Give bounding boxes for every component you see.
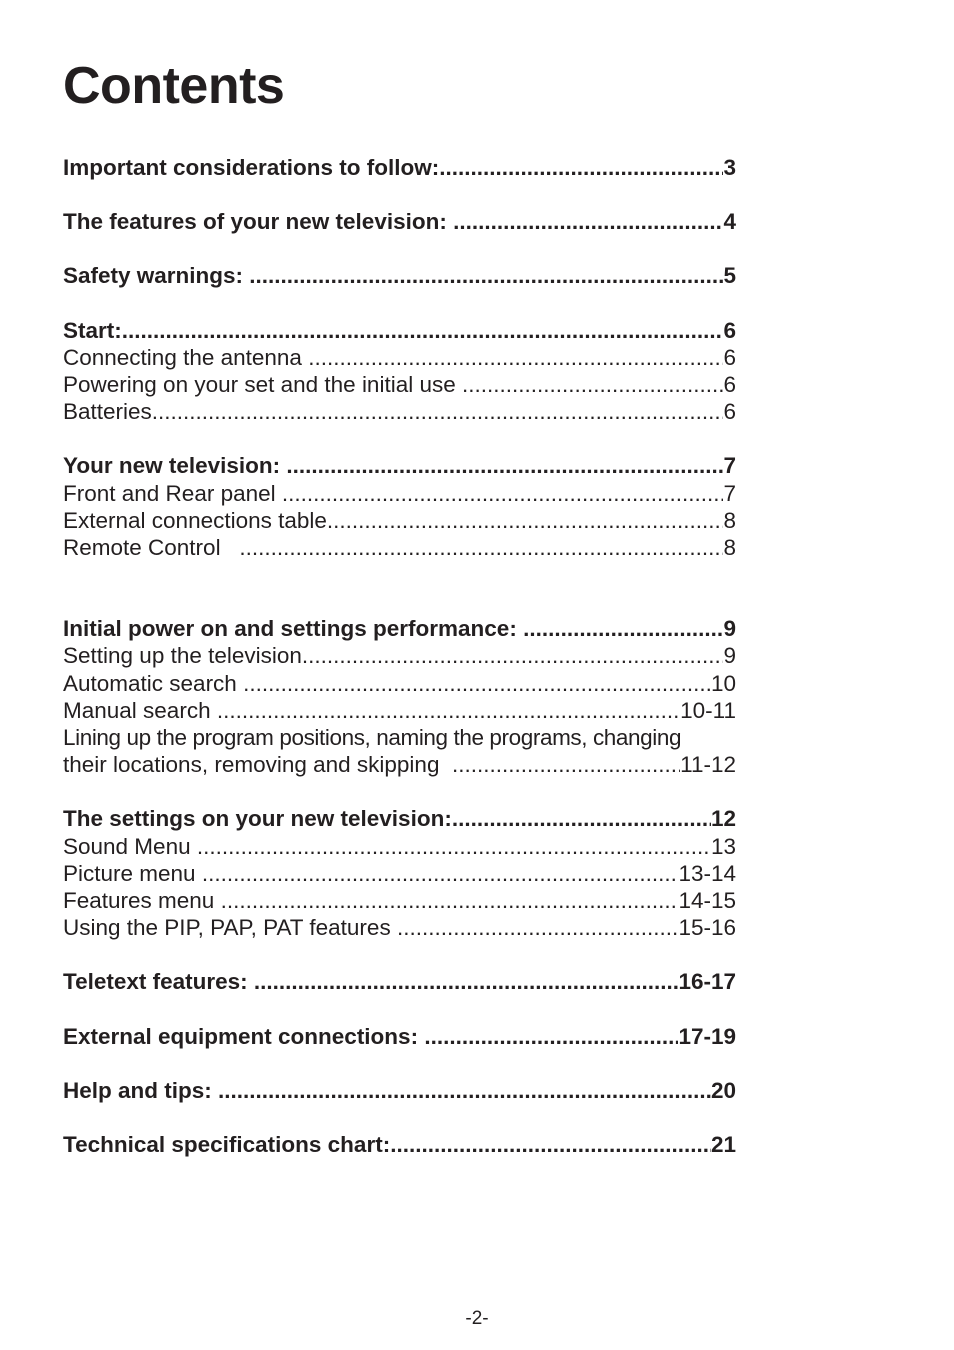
dot-leader [286, 452, 723, 479]
toc-page-number: 10-11 [680, 697, 736, 723]
toc-page-number: 6 [723, 317, 736, 343]
dot-leader [308, 344, 723, 371]
toc-entry[interactable] [63, 670, 736, 697]
toc-entry[interactable] [63, 534, 736, 561]
toc-entry[interactable] [63, 344, 736, 371]
dot-leader [390, 1131, 711, 1158]
toc-page-number: 21 [710, 1132, 736, 1158]
dot-leader [197, 833, 711, 860]
toc-heading-label: Start: [63, 317, 122, 343]
toc-entry[interactable] [63, 480, 736, 507]
dot-leader [439, 154, 723, 181]
toc-section [63, 262, 736, 289]
toc-heading-label: The settings on your new television: [63, 806, 452, 832]
dot-leader [221, 887, 679, 914]
toc-page-number: 8 [723, 535, 736, 561]
toc-page-number: 4 [723, 209, 736, 235]
toc-entry-wrapped-line[interactable]: Lining up the program positions, naming the programs, changing [63, 725, 682, 751]
page-number-footer: -2- [465, 1308, 489, 1329]
dot-leader [254, 968, 679, 995]
dot-leader [152, 398, 724, 425]
dot-leader [397, 914, 679, 941]
toc-page-number: 6 [723, 399, 736, 425]
toc-section [63, 805, 736, 941]
dot-leader [462, 371, 723, 398]
toc-page-number: 7 [723, 480, 736, 506]
dot-leader [243, 670, 711, 697]
toc-entry-label: Using the PIP, PAP, PAT features [63, 915, 397, 941]
toc-page-number: 6 [723, 372, 736, 398]
dot-leader [249, 262, 723, 289]
toc-page-number: 14-15 [678, 888, 736, 914]
toc-section [63, 968, 736, 995]
toc-entry-label: Picture menu [63, 860, 202, 886]
toc-entry[interactable] [63, 697, 736, 724]
toc-section-heading[interactable] [63, 1023, 736, 1050]
toc-heading-label: Technical specifications chart: [63, 1132, 391, 1158]
toc-section [63, 1023, 736, 1050]
toc-section-heading[interactable] [63, 154, 736, 181]
dot-leader [239, 534, 723, 561]
toc-section [63, 317, 736, 426]
dot-leader [282, 480, 724, 507]
toc-heading-label: Help and tips: [63, 1077, 219, 1103]
toc-entry[interactable] [63, 642, 736, 669]
toc-section-heading[interactable] [63, 1077, 736, 1104]
toc-section-heading[interactable] [63, 452, 736, 479]
toc-page-number: 20 [710, 1077, 736, 1103]
toc-page-number: 16-17 [678, 969, 736, 995]
toc-section [63, 208, 736, 235]
toc-page-number: 17-19 [678, 1023, 736, 1049]
dot-leader [217, 697, 680, 724]
toc-section [63, 1077, 736, 1104]
toc-section-heading[interactable] [63, 208, 736, 235]
toc-entry-label: Remote Control [63, 535, 240, 561]
toc-page-number: 8 [723, 507, 736, 533]
toc-entry-label: Setting up the television [63, 643, 302, 669]
toc-heading-label: Your new television: [63, 453, 287, 479]
toc-page-number: 9 [723, 616, 736, 642]
toc-entry-label: Powering on your set and the initial use [63, 372, 462, 398]
toc-entry[interactable] [63, 371, 736, 398]
toc-page-number: 10 [710, 670, 736, 696]
toc-section-heading[interactable] [63, 615, 736, 642]
toc-page-number: 9 [723, 643, 736, 669]
toc-entry-label: Manual search [63, 697, 217, 723]
toc-section [63, 452, 736, 561]
toc-entry[interactable] [63, 860, 736, 887]
toc-entry-label: Features menu [63, 888, 221, 914]
toc-heading-label: Initial power on and settings performance: [63, 616, 524, 642]
toc-entry[interactable] [63, 914, 736, 941]
toc-section-heading[interactable] [63, 317, 736, 344]
toc-entry[interactable] [63, 833, 736, 860]
toc-entry-label: their locations, removing and skipping [63, 752, 452, 778]
dot-leader [202, 860, 679, 887]
toc-section-heading[interactable] [63, 262, 736, 289]
toc-section-heading[interactable] [63, 1131, 736, 1158]
page-title: Contents [63, 57, 285, 115]
toc-entry[interactable] [63, 398, 736, 425]
toc-heading-label: Important considerations to follow: [63, 155, 440, 180]
toc-section-heading[interactable] [63, 968, 736, 995]
toc-heading-label: External equipment connections: [63, 1023, 425, 1049]
toc-section [63, 615, 736, 778]
toc-heading-label: Safety warnings: [63, 263, 250, 289]
toc-section [63, 154, 736, 181]
toc-heading-label: Teletext features: [63, 969, 254, 995]
toc-page-number: 13-14 [678, 860, 736, 886]
dot-leader [453, 208, 723, 235]
toc-entry-label: Sound Menu [63, 833, 197, 859]
table-of-contents [63, 154, 736, 1185]
toc-entry-label: Batteries [63, 399, 152, 425]
dot-leader [327, 507, 724, 534]
toc-section [63, 1131, 736, 1158]
dot-leader [424, 1023, 678, 1050]
toc-page-number: 13 [710, 833, 736, 859]
dot-leader [302, 642, 724, 669]
dot-leader [452, 751, 680, 778]
toc-entry[interactable] [63, 507, 736, 534]
toc-entry-label: Front and Rear panel [63, 480, 282, 506]
toc-section-heading[interactable] [63, 805, 736, 832]
toc-entry[interactable] [63, 887, 736, 914]
dot-leader [523, 615, 723, 642]
toc-page-number: 3 [723, 155, 736, 180]
dot-leader [122, 317, 724, 344]
dot-leader [452, 805, 711, 832]
toc-page-number: 7 [723, 453, 736, 479]
toc-entry-label: Connecting the antenna [63, 344, 309, 370]
toc-entry-label: External connections table [63, 507, 327, 533]
dot-leader [218, 1077, 711, 1104]
toc-entry[interactable] [63, 751, 736, 778]
toc-page-number: 12 [710, 806, 736, 832]
toc-heading-label: The features of your new television: [63, 209, 454, 235]
toc-entry-label: Automatic search [63, 670, 244, 696]
toc-page-number: 5 [723, 263, 736, 289]
toc-page-number: 6 [723, 344, 736, 370]
toc-page-number: 11-12 [680, 752, 736, 778]
toc-page-number: 15-16 [678, 915, 736, 941]
